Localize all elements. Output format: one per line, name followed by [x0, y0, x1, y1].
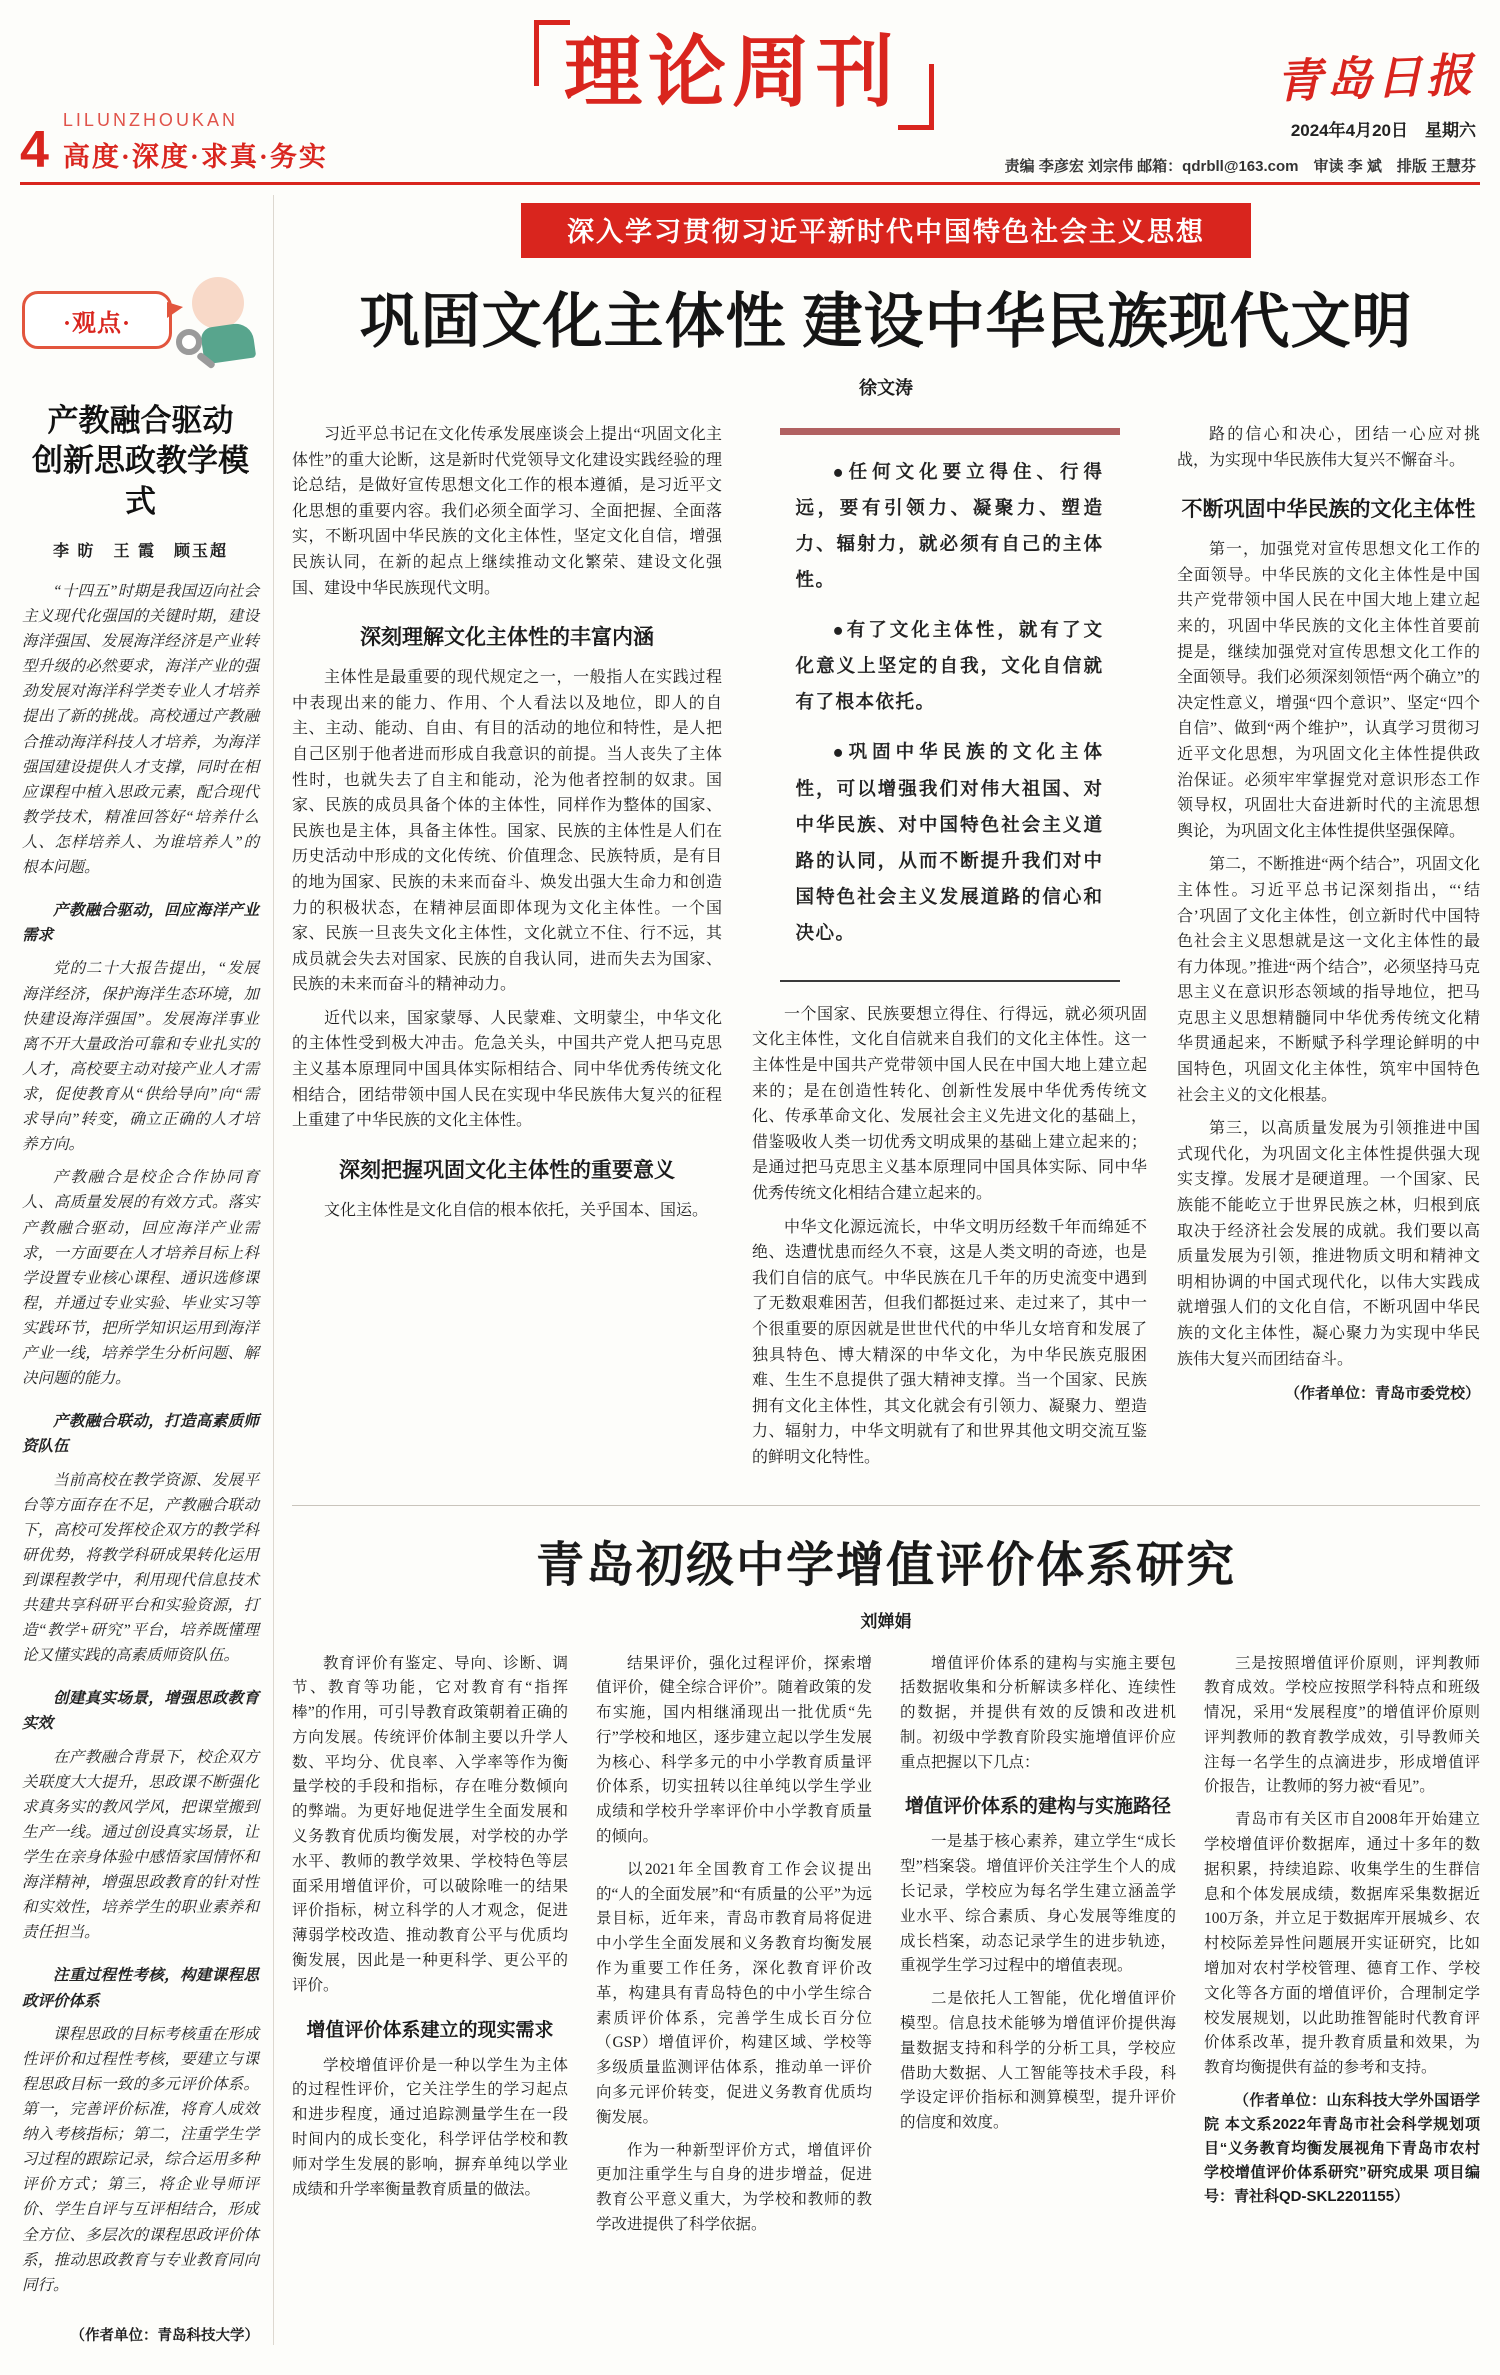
lead-paragraph: 第三，以高质量发展为引领推进中国式现代化，为巩固文化主体性提供强大现实支撑。发展才是硬道理。一个国家、民族能不能屹立于世界民族之林，归根到底取决于经济社会发展的成就。我们要以高质量发展为引领，推进物质文明和精神文明相协调的中国式现代化，以伟大实践成就增强人们的文化自信，不断巩固中华民族的文化主体性，凝心聚力为实现中华民族伟大复兴而团结奋斗。: [1177, 1120, 1480, 1368]
research-headline: 青岛初级中学增值评价体系研究: [535, 1538, 1236, 1592]
research-paragraph: 学校增值评价是一种以学生为主体的过程性评价，它关注学生的学习起点和进步程度，通过追踪测量学生在一段时间内的成长变化，科学评估学校和教师对学生发展的影响，摒弃单纯以学业成绩和升学率衡量教育质量的做法。: [292, 2056, 568, 2198]
lead-paragraph: 路的信心和决心，团结一心应对挑战，为实现中华民族伟大复兴不懈奋斗。: [1177, 426, 1480, 469]
opinion-title: 产教融合驱动 创新思政教学模式: [32, 403, 249, 519]
research-subhead-2: 增值评价体系的建构与实施路径: [904, 1796, 1171, 1818]
research-paragraph: 增值评价体系的建构与实施主要包括数据收集和分析解读多样化、连续性的数据，并提供有效的反馈和改进机制。初级中学教育阶段实施增值评价应重点把握以下几点：: [900, 1654, 1176, 1771]
opinion-paragraph: “十四五”时期是我国迈向社会主义现代化强国的关键时期，建设海洋强国、发展海洋经济是产业转型升级的必然要求，海洋产业的强劲发展对海洋科学类专业人才培养提出了新的挑战。高校通过产教融合推动海洋科技人才培养，为海洋强国建设提供人才支撑，同时在相应课程中植入思政元素，配合现代教学技术，精准回答好“培养什么人、怎样培养人、为谁培养人”的根本问题。: [22, 582, 259, 877]
section-kicker: LILUNZHOUKAN: [62, 110, 238, 130]
masthead-title: 理论周刊: [563, 29, 901, 116]
issue-date: 2024年4月20日 星期六: [1290, 121, 1476, 140]
page-header: [20, 14, 1480, 182]
lead-attribution: （作者单位：青岛市委党校）: [1284, 1385, 1480, 1403]
opinion-subhead-1: 产教融合驱动，回应海洋产业需求: [22, 902, 259, 945]
opinion-paragraph: 课程思政的目标考核重在形成性评价和过程性考核，要建立与课程思政目标一致的多元评价体系。第一，完善评价标准，将育人成效纳入考核指标；第二，注重学生学习过程的跟踪记录，综合运用多种评价方式；第三，将企业导师评价、学生自评与互评相结合，形成全方位、多层次的课程思政评价体系，推动思政教育与专业教育同向同行。: [22, 2025, 259, 2294]
lead-subhead-1: 深刻理解文化主体性的丰富内涵: [360, 626, 654, 650]
opinion-authors: 李 昉 王 霞 顾玉超: [53, 542, 228, 560]
theme-banner: 深入学习贯彻习近平新时代中国特色社会主义思想: [521, 203, 1251, 258]
opinion-body: [22, 579, 259, 2345]
opinion-column: [20, 195, 274, 2345]
bracket-top-left-icon: [534, 20, 570, 86]
qingdao-daily-logo: 青岛日报: [1275, 47, 1477, 109]
lead-paragraph: 近代以来，国家蒙辱、人民蒙难、文明蒙尘，中华文化的主体性受到极大冲击。危急关头，中国共产党人把马克思主义基本原理同中国具体实际相结合、同中华优秀传统文化相结合，团结带领中国人民在实现中华民族伟大复兴的征程上重建了中华民族的文化主体性。: [292, 1009, 722, 1130]
page-number: 4: [20, 121, 49, 180]
lead-columns: [292, 422, 1480, 1479]
pull-quote-bullet: ●有了文化主体性，就有了文化意义上坚定的自我，文化自信就有了根本依托。: [795, 621, 1104, 714]
research-article: [292, 1526, 1480, 2246]
lead-paragraph: 一个国家、民族要想立得住、行得远，就必须巩固文化主体性，文化自信就来自我们的文化主体性。这一主体性是中国共产党带领中国人民在中国大地上建立起来的；是在创造性转化、创新性发展中华优秀传统文化、传承革命文化、发展社会主义先进文化的基础上，借鉴吸收人类一切优秀文明成果的基础上建立起来的；是通过把马克思主义基本原理同中国具体实际、同中华优秀传统文化相结合建立起来的。: [752, 1005, 1147, 1202]
section-slogan: 高度·深度·求真·务实: [62, 142, 328, 172]
lead-col-3: [1177, 422, 1480, 1479]
opinion-paragraph: 当前高校在教学资源、发展平台等方面存在不足，产教融合联动下，高校可发挥校企双方的教学科研优势，将教学科研成果转化运用到课程教学中，利用现代信息技术共建共享科研平台和实验资源，打造“教学+研究”平台，培养既懂理论又懂实践的高素质师资队伍。: [22, 1471, 259, 1665]
research-paragraph: 结果评价，强化过程评价，探索增值评价，健全综合评价”。随着政策的发布实施，国内相继涌现出一批优质“先行”学校和地区，逐步建立起以学生发展为核心、科学多元的中小学教育质量评价体系，切实扭转以往单纯以学生学业成绩和学校升学率评价中小学教育质量的倾向。: [596, 1654, 872, 1846]
lead-paragraph: 习近平总书记在文化传承发展座谈会上提出“巩固文化主体性”的重大论断，这是新时代党领导文化建设实践经验的理论总结，是做好宣传思想文化工作的根本遵循，是习近平文化思想的重要内容。我们必须全面学习、全面把握、全面落实，不断巩固中华民族的文化主体性，坚定文化自信，增强民族认同，在新的起点上继续推动文化繁荣、建设文化强国、建设中华民族现代文明。: [292, 426, 722, 597]
research-paragraph: 二是依托人工智能，优化增值评价模型。信息技术能够为增值评价提供海量数据支持和科学的分析工具，学校应借助大数据、人工智能等技术手段，科学设定评价指标和测算模型，提升评价的信度和效度。: [900, 1990, 1176, 2132]
research-paragraph: 一是基于核心素养，建立学生“成长型”档案袋。增值评价关注学生个人的成长记录，学校应为每名学生建立涵盖学业水平、综合素质、身心发展等维度的成长档案，动态记录学生的进步轨迹，重视学生学习过程中的增值表现。: [900, 1833, 1176, 1975]
theme-banner-row: [292, 203, 1480, 258]
research-col-1: [292, 1652, 568, 2246]
research-columns: [292, 1652, 1480, 2246]
lead-paragraph: 中华文化源远流长，中华文明历经数千年而绵延不绝、迭遭忧患而经久不衰，这是人类文明的奇迹，也是我们自信的底气。中华民族在几千年的历史流变中遇到了无数艰难困苦，但我们都挺过来、走过来了，其中一个很重要的原因就是世世代代的中华儿女培育和发展了独具特色、博大精深的中华文化，为中华民族克服困难、生生不息提供了强大精神支撑。当一个国家、民族拥有文化主体性，其文化就会有引领力、凝聚力、塑造力、辐射力，中华文明就有了和世界其他文明交流互鉴的鲜明文化特性。: [752, 1218, 1147, 1466]
research-col-3: [900, 1652, 1176, 2246]
editors-line: 责编 李彦宏 刘宗伟 邮箱：qdrbll@163.com 审读 李 斌 排版 王慧芬: [1004, 158, 1476, 175]
lead-subhead-3: 不断巩固中华民族的文化主体性: [1181, 498, 1476, 522]
research-subhead-1: 增值评价体系建立的现实需求: [306, 2019, 554, 2041]
lead-article: [292, 203, 1480, 1479]
lead-col-1: [292, 422, 722, 1479]
magnifier-icon: [176, 329, 202, 355]
lead-paragraph: 主体性是最重要的现代规定之一，一般指人在实践过程中表现出来的能力、作用、个人看法以及地位，即人的自主、主动、能动、自由、有目的活动的地位和特性，是人把自己区别于他者进而形成自我意识的前提。当人丧失了主体性时，也就失去了自主和能动，沦为他者控制的奴隶。国家、民族的成员具备个体的主体性，同样作为整体的国家、民族也是主体，具备主体性。国家、民族的主体性是人们在历史活动中形成的文化传统、价值理念、民族特质，是有目的地为国家、民族的未来而奋斗、焕发出强大生命力和创造力的积极状态，在精神层面即体现为文化主体性。一个国家、民族一旦丧失文化主体性，文化就立不住、行不远，其成员就会失去对国家、民族的自我认同，进而失去为国家、民族的未来而奋斗的精神动力。: [292, 669, 722, 994]
research-col-2: [596, 1652, 872, 2246]
opinion-paragraph: 党的二十大报告提出，“发展海洋经济，保护海洋生态环境，加快建设海洋强国”。发展海洋事业离不开大量政治可靠和专业扎实的人才，高校要主动对接产业人才需求，促使教育从“供给导向”向“需求导向”转变，确立正确的人才培养方向。: [22, 960, 259, 1154]
opinion-badge: [22, 291, 172, 349]
opinion-subhead-3: 创建真实场景，增强思政教育实效: [22, 1690, 259, 1733]
header-left: [20, 110, 328, 180]
opinion-subhead-2: 产教融合联动，打造高素质师资队伍: [22, 1413, 259, 1456]
pull-quote-box: [780, 428, 1120, 982]
lead-byline: 徐文涛: [859, 378, 913, 398]
bracket-bottom-right-icon: [898, 64, 934, 130]
lead-col-2: [752, 422, 1147, 1479]
research-byline: 刘婵娟: [860, 1611, 912, 1631]
pull-quote-bullet: ●巩固中华民族的文化主体性，可以增强我们对伟大祖国、对中华民族、对中国特色社会主义道路的认同，从而不断提升我们对中国特色社会主义发展道路的信心和决心。: [795, 743, 1104, 944]
opinion-badge-label: ·观点·: [62, 310, 131, 337]
thinker-illustration: [174, 263, 260, 381]
lead-paragraph: 第二，不断推进“两个结合”，巩固文化主体性。习近平总书记深刻指出，“‘结合’巩固了文化主体性，创立新时代中国特色社会主义思想就是这一文化主体性的最有力体现。”推进“两个结合”，必须坚持马克思主义在意识形态领域的指导地位，把马克思主义思想精髓同中华优秀传统文化精华贯通起来，不断赋予科学理论鲜明的中国特色，巩固文化主体性，筑牢中国特色社会主义的文化根基。: [1177, 856, 1480, 1104]
research-paragraph: 青岛市有关区市自2008年开始建立学校增值评价数据库，通过十多年的数据积累，持续追踪、收集学生的生群信息和个体发展成绩，数据库采集数据近100万条，并立足于数据库开展城乡、农村校际差异性问题展开实证研究，比如增加对农村学校管理、德育工作、学校文化等各方面的增值评价，合理制定学校发展规划，以此助推智能时代教育评价体系改革，提升教育质量和效果，为教育均衡提供有益的参考和支持。: [1204, 1811, 1480, 2077]
lead-paragraph: 第一，加强党对宣传思想文化工作的全面领导。中华民族的文化主体性是中国共产党带领中国人民在中国大地上建立起来的，巩固中华民族的文化主体性首要前提是，继续加强党对宣传思想文化工作的全面领导。我们必须深刻领悟“两个确立”的决定性意义，增强“四个意识”、坚定“四个自信”、做到“两个维护”，认真学习贯彻习近平文化思想，为巩固文化主体性提供政治保证。必须牢牢掌握党对意识形态工作领导权，巩固壮大奋进新时代的主流思想舆论，为巩固文化主体性提供坚强保障。: [1177, 541, 1480, 840]
research-paragraph: 作为一种新型评价方式，增值评价更加注重学生与自身的进步增益，促进教育公平意义重大，为学校和教师的教学改进提供了科学依据。: [596, 2141, 872, 2234]
pull-quote-bullet: ●任何文化要立得住、行得远，要有引领力、凝聚力、塑造力、辐射力，就必须有自己的主体性。: [795, 463, 1104, 592]
research-attribution: （作者单位：山东科技大学外国语学院 本文系2022年青岛市社会科学规划项目“义务教育均衡发展视角下青岛市农村学校增值评价体系研究”研究成果 项目编号：青社科QD-SKL2201155）: [1204, 2092, 1480, 2206]
opinion-paragraph: 产教融合是校企合作协同育人、高质量发展的有效方式。落实产教融合驱动，回应海洋产业需求，一方面要在人才培养目标上科学设置专业核心课程、通识选修课程，并通过专业实验、毕业实习等实践环节，把所学知识运用到海洋产业一线，培养学生分析问题、解决问题的能力。: [22, 1169, 259, 1388]
opinion-attribution: （作者单位：青岛科技大学）: [70, 2327, 259, 2344]
lead-subhead-2: 深刻把握巩固文化主体性的重要意义: [339, 1158, 675, 1182]
lead-headline: 巩固文化主体性 建设中华民族现代文明: [359, 289, 1413, 355]
masthead: [534, 20, 934, 130]
lead-paragraph: 文化主体性是文化自信的根本依托，关乎国本、国运。: [324, 1201, 709, 1219]
opinion-subhead-4: 注重过程性考核，构建课程思政评价体系: [22, 1967, 259, 2010]
person-head-icon: [192, 277, 244, 329]
main-area: [292, 195, 1480, 2345]
header-right: [1276, 42, 1476, 141]
page-body: [20, 195, 1480, 2345]
research-paragraph: 教育评价有鉴定、导向、诊断、调节、教育等功能，它对教育有“指挥棒”的作用，可引导教育政策朝着正确的方向发展。传统评价体制主要以升学人数、平均分、优良率、入学率等作为衡量学校的手段和指标，存在唯分数倾向的弊端。为更好地促进学生全面发展和义务教育优质均衡发展，对学校的办学水平、教师的教学效果、学校特色等层面采用增值评价，可以破除唯一的结果评价指标，树立科学的人才观念，促进薄弱学校改造、推动教育公平与优质均衡发展，因此是一种更科学、更公平的评价。: [292, 1654, 568, 1994]
header-rule: [20, 182, 1480, 185]
research-paragraph: 以2021年全国教育工作会议提出的“人的全面发展”和“有质量的公平”为远景目标，近年来，青岛市教育局将促进中小学生全面发展和义务教育均衡发展作为重要工作任务，深化教育评价改革，构建具有青岛特色的中小学生综合素质评价体系，完善学生成长百分位（GSP）增值评价，构建区域、学校等多级质量监测评估体系，推动单一评价向多元评价转变，促进义务教育优质均衡发展。: [596, 1860, 872, 2126]
opinion-paragraph: 在产教融合背景下，校企双方关联度大大提升，思政课不断强化求真务实的教风学风，把课堂搬到生产一线。通过创设真实场景，让学生在亲身体验中感悟家国情怀和海洋精神，增强思政教育的针对性和实效性，培养学生的职业素养和责任担当。: [22, 1748, 259, 1942]
article-divider: [292, 1505, 1480, 1506]
opinion-badge-zone: [22, 245, 259, 395]
research-col-4: [1204, 1652, 1480, 2246]
research-paragraph: 三是按照增值评价原则，评判教师教育成效。学校应按照学科特点和班级情况，采用“发展程度”的增值评价原则评判教师的教育教学成效，引导教师关注每一名学生的点滴进步，形成增值评价报告，让教师的努力被“看见”。: [1204, 1654, 1480, 1796]
